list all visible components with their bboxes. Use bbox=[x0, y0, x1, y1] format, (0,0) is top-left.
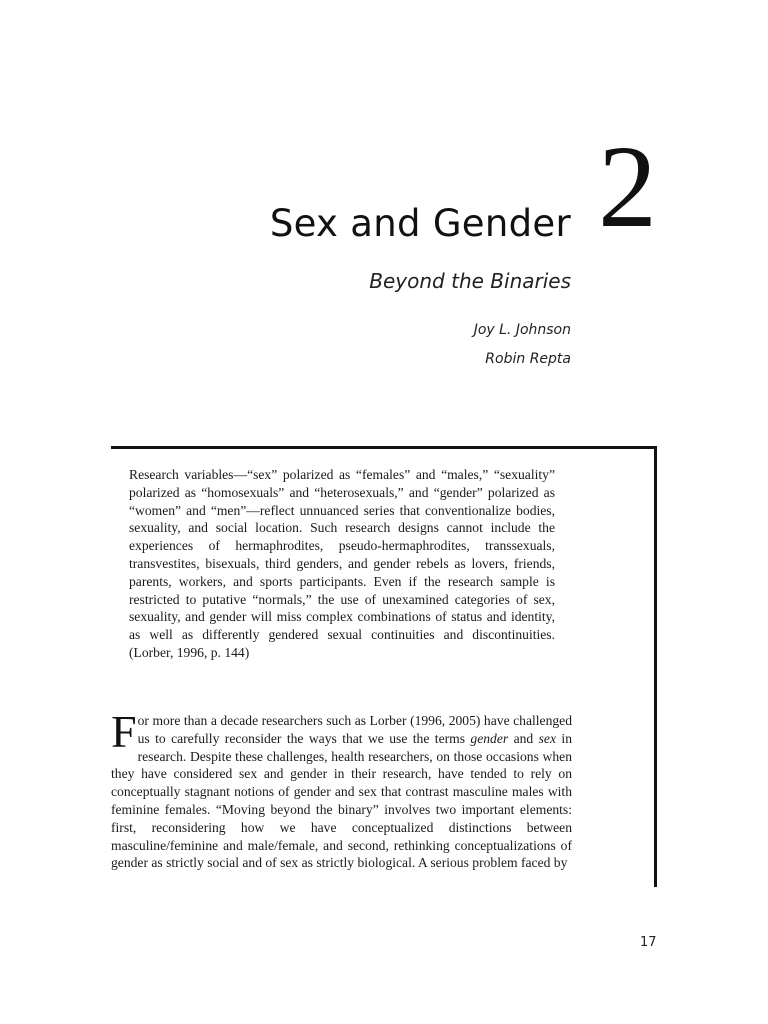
author-name: Robin Repta bbox=[485, 351, 571, 367]
chapter-subtitle: Beyond the Binaries bbox=[369, 269, 571, 293]
term-gender: gender bbox=[470, 730, 509, 746]
chapter-title: Sex and Gender bbox=[269, 202, 571, 245]
body-paragraph bbox=[111, 706, 572, 872]
frame-rule-top bbox=[111, 446, 657, 449]
body-text-segment: and bbox=[508, 730, 539, 746]
chapter-number: 2 bbox=[598, 121, 657, 252]
page-number: 17 bbox=[640, 935, 657, 950]
body-text-segment: in research. Despite these challenges, health researchers, on those occasions when they have considered sex and gender in their research, have tended to rely on conceptually stagnant notions of gender and sex that contrast masculine males with feminine females. “Moving beyond the binary” involves two important elements: first, reconsidering how we have conceptualized distinctions between masculine/feminine and male/female, and second, rethinking conceptualizations of gender as strictly social and of sex as strictly biological. A serious problem faced by bbox=[111, 730, 572, 871]
frame-rule-right bbox=[654, 446, 657, 887]
body-text-segment: or more than a decade researchers such as Lorber (1996, 2005) have challenged us to carefully reconsider the ways that we use the terms bbox=[137, 713, 572, 746]
author-name: Joy L. Johnson bbox=[473, 322, 571, 338]
term-sex: sex bbox=[538, 730, 556, 746]
epigraph-quote: Research variables—“sex” polarized as “females” and “males,” “sexuality” polarized as “homosexuals” and “heterosexuals,” and “gender” polarized as “women” and “men”—reflect unnuanced series that conventionalize bodies, sexuality, and social location. Such research designs cannot include the experiences of hermaphrodites, pseudo-hermaphrodites, transsexuals, transvestites, bisexuals, third genders, and gender rebels as lovers, friends, parents, workers, and sports participants. Even if the research sample is restricted to putative “normals,” the use of unexamined categories of sex, sexuality, and gender will miss complex combinations of status and identity, as well as differently gendered sexual continuities and discontinuities. (Lorber, 1996, p. 144) bbox=[129, 467, 555, 660]
drop-cap: F bbox=[111, 706, 137, 757]
